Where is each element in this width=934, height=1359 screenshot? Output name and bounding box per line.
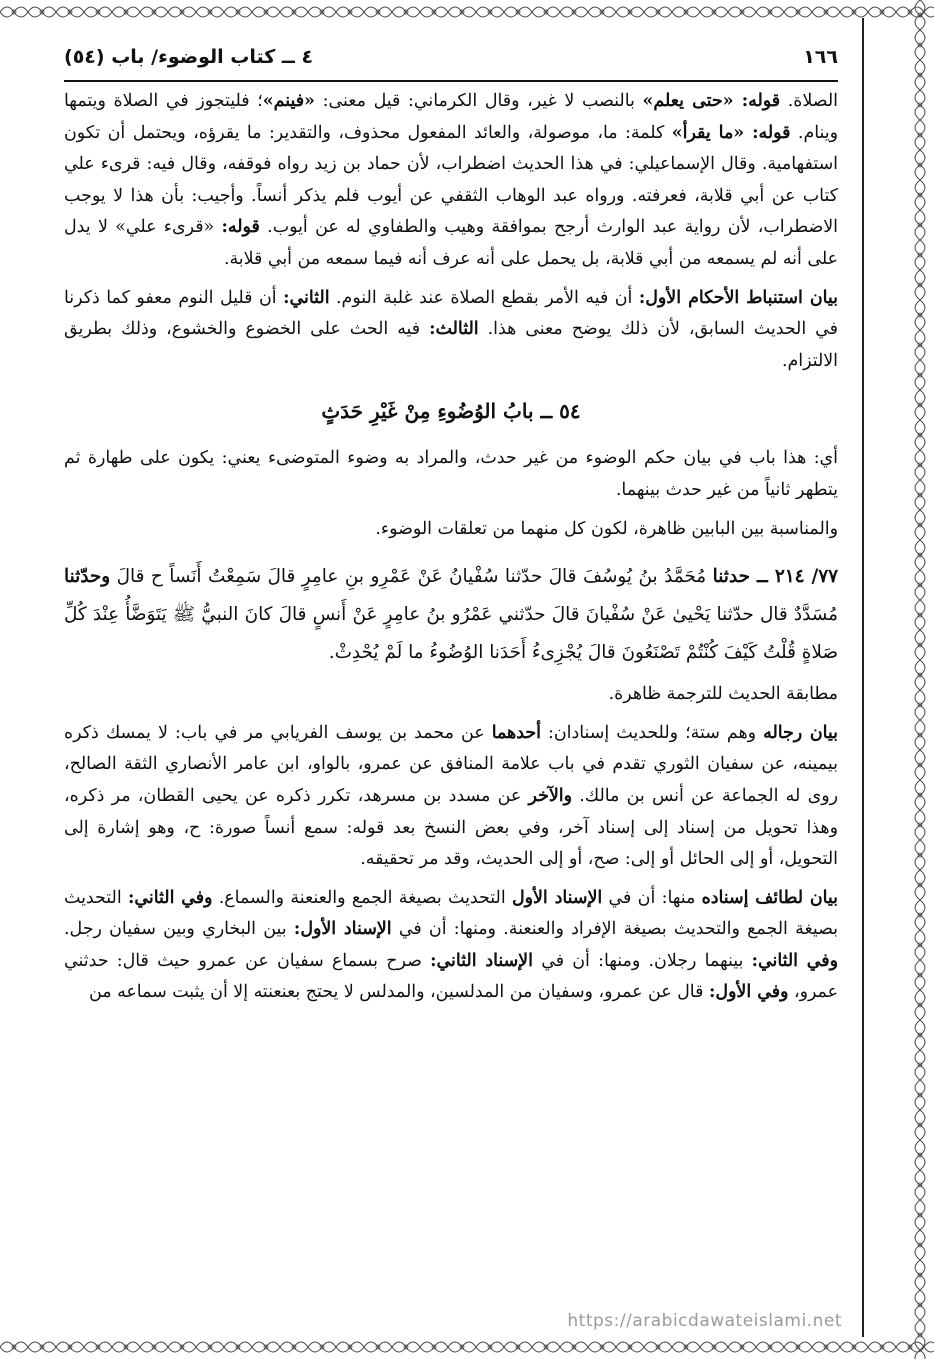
- text-run: بين البخاري وبين سفيان رجل.: [64, 919, 294, 940]
- bold-run: ٧٧/ ٢١٤ ــ حدثنا: [712, 566, 839, 588]
- text-run: أن فيه الأمر بقطع الصلاة عند غلبة النوم.: [329, 287, 639, 308]
- bold-run: قوله: «ما يقرأ»: [671, 122, 791, 143]
- text-run: بالنصب لا غير، وقال الكرماني: قيل معنى:: [314, 91, 643, 111]
- bold-run: الإسناد الأول:: [293, 919, 392, 940]
- text-run: صرح بسماع سفيان عن عمرو حيث قال: حدثني عمرو،: [64, 950, 838, 1003]
- chapter-title: ٥٤ ــ بابُ الوُضُوءِ مِنْ غَيْرِ حَدَثٍ: [321, 399, 581, 424]
- text-run: الصلاة.: [780, 91, 838, 111]
- bold-run: بيان رجاله: [763, 722, 838, 743]
- text-run: «قرىء علي» لا يدل على أنه لم يسمعه من أبي قلابة، بل يحمل على أنه عرف أنه فيما سمعه من أبي قلابة.: [64, 217, 838, 269]
- chapter-relation-note: والمناسبة بين البابين ظاهرة، لكون كل منهما من تعلقات الوضوء.: [375, 518, 838, 539]
- commentary-paragraph-1: [64, 86, 838, 276]
- ornamental-border-bottom: [0, 1335, 934, 1359]
- text-run: بينهما رجلان. ومنها: أن في: [532, 950, 752, 971]
- ornament-pattern-right: [906, 0, 934, 1359]
- running-title: ٤ ــ كتاب الوضوء/ باب (٥٤): [64, 46, 314, 68]
- bold-run: الثالث:: [429, 319, 479, 340]
- text-run: فيه الحث على الخضوع والخشوع، وذلك بطريق الالتزام.: [64, 319, 838, 371]
- page-header: [64, 40, 838, 82]
- hadith-text: [64, 558, 838, 672]
- bold-run: وفي الثاني:: [127, 887, 213, 908]
- bold-run: وفي الأول:: [708, 982, 789, 1003]
- bold-run: الإسناد الأول: [511, 887, 603, 908]
- bold-run: أحدهما: [491, 722, 541, 743]
- text-run: ؛ فليتجوز في الصلاة ويتمها وينام.: [64, 91, 838, 143]
- bold-run: «فينم»: [262, 91, 315, 111]
- bold-run: وفي الثاني:: [751, 950, 838, 971]
- text-run: مُسَدَّدٌ قال حدّثنا يَحْيىٰ عَنْ سُفْيانَ قالَ حدّثني عَمْرُو بنُ عامِرٍ عَنْ أَنسٍ قالَ كانَ النبيُّ ﷺ يَتَوَضَّأُ عِنْدَ كُلِّ صَلاةٍ قُلْتُ كَيْفَ كُنْتُمْ تَصْنَعُونَ قالَ يُجْزِىءُ أَحَدَنا الوُضُوءُ ما لَمْ يُحْدِثْ.: [64, 604, 838, 664]
- text-run: وهم ستة؛ وللحديث إسنادان:: [540, 722, 764, 743]
- ornamental-border-top: [0, 0, 934, 24]
- margin-rule: [862, 18, 864, 1337]
- ornament-pattern-top: [0, 0, 934, 24]
- rulings-paragraph: [64, 283, 838, 378]
- bold-run: الثاني:: [283, 287, 330, 308]
- text-run: قال عن عمرو، وسفيان من المدلسين، والمدلس لا يحتج بعنعنته إلا أن يثبت سماعه من: [89, 982, 709, 1003]
- ornament-pattern-bottom: [0, 1335, 934, 1359]
- text-run: أن قليل النوم معفو كما ذكرنا في الحديث السابق، لأن ذلك يوضح معنى هذا.: [64, 287, 838, 340]
- website-watermark: https://arabicdawateislami.net: [567, 1311, 842, 1331]
- heading-correspondence: مطابقة الحديث للترجمة ظاهرة.: [608, 684, 838, 705]
- bold-run: وحدّثنا: [64, 566, 111, 588]
- bold-run: قوله:: [221, 217, 260, 238]
- text-run: عن محمد بن يوسف الفريابي مر في باب: لا يمسك ذكره بيمينه، عن سفيان الثوري تقدم في باب علامة المنافق عن عمرو، بالواو، ابن عامر الأنصاري الثقة الصالح، روى له الجماعة عن أنس بن مالك.: [64, 722, 838, 806]
- narrators-paragraph: [64, 718, 838, 876]
- book-page: [64, 40, 838, 1310]
- bold-run: الإسناد الثاني:: [430, 950, 533, 971]
- bold-run: بيان استنباط الأحكام الأول:: [638, 287, 838, 308]
- bold-run: والآخر: [528, 785, 572, 806]
- text-run: منها: أن في: [602, 887, 702, 908]
- ornamental-border-right: [906, 0, 934, 1359]
- chapter-explanation: أي: هذا باب في بيان حكم الوضوء من غير حدث، والمراد به وضوء المتوضىء يعني: يكون على طهارة ثم يتطهر ثانياً من غير حدث بينهما.: [64, 448, 838, 500]
- text-run: التحديث بصيغة الجمع والعنعنة والسماع.: [212, 887, 512, 908]
- text-run: التحديث بصيغة الجمع والتحديث بصيغة الإفراد والعنعنة. ومنها: أن في: [64, 887, 838, 940]
- bold-run: بيان لطائف إسناده: [701, 887, 839, 908]
- page-number: ١٦٦: [803, 46, 838, 68]
- bold-run: قوله: «حتى يعلم»: [642, 91, 781, 111]
- text-run: عن مسدد بن مسرهد، تكرر ذكره عن يحيى القطان، مر ذكره، وهذا تحويل من إسناد إلى إسناد آخر، وفي بعض النسخ بعد قوله: سمع أنساً صورة: ح، وهو إشارة إلى التحويل، أو إلى الحائل أو إلى: صح، أو إلى الحديث، وقد مر تحقيقه.: [64, 785, 838, 870]
- text-run: مُحَمَّدُ بنُ يُوسُفَ قالَ حدّثنا سُفْيانُ عَنْ عَمْرِو بنِ عامِرٍ قالَ سَمِعْتُ أَنَساً ح قالَ: [110, 566, 713, 588]
- text-run: كلمة: ما، موصولة، والعائد المفعول محذوف، والتقدير: ما يقرؤه، ويحتمل أن تكون استفهامية. وقال الإسماعيلي: في هذا الحديث اضطراب، لأن حماد بن زيد رواه فوقفه، وقال فيه: قرىء علي كتاب عن أبي قلابة، فعرفته. ورواه عبد الوهاب الثقفي عن أيوب فلم يذكر أنساً. وأجيب: بأن هذا لا يوجب الاضطراب، لأن رواية عبد الوارث أرجح بموافقة وهيب والطفاوي له عن أيوب.: [64, 122, 838, 238]
- isnad-subtleties-paragraph: [64, 883, 838, 1009]
